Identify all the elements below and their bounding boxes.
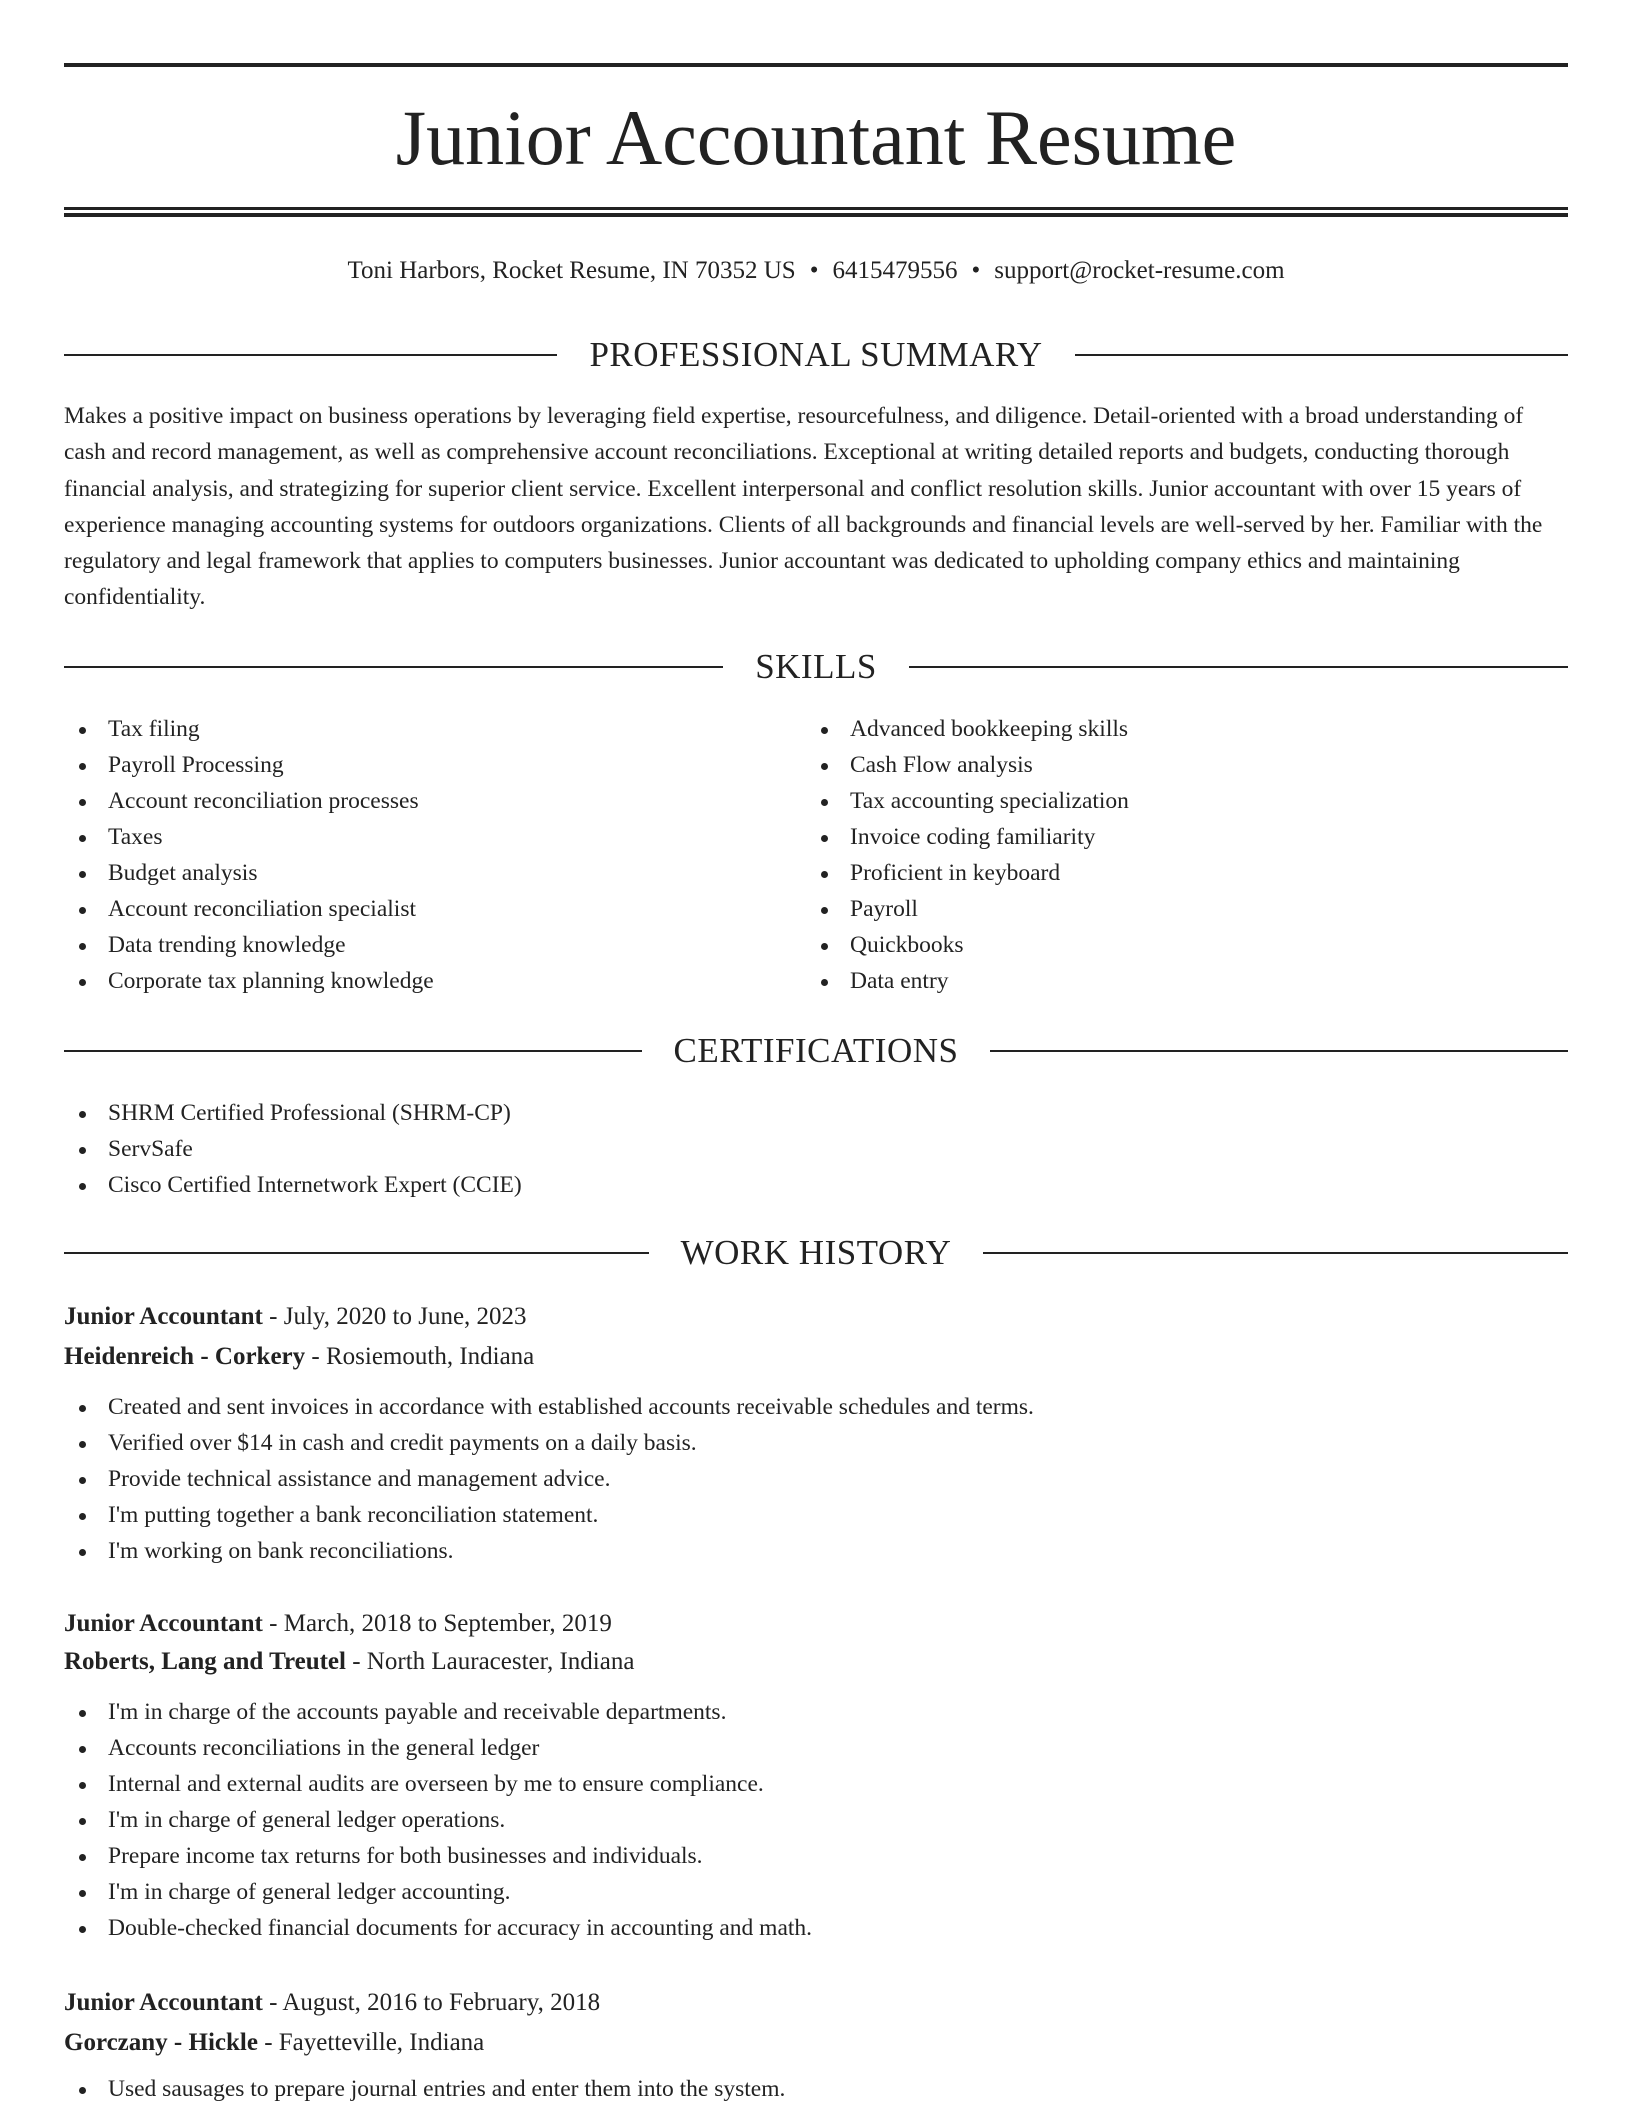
heading-rule: [64, 666, 723, 668]
job-bullet: Prepare income tax returns for both businesses and individuals.: [64, 1838, 1568, 1874]
skills-list-left: [64, 711, 434, 999]
job-bullet: Double-checked financial documents for accuracy in accounting and math.: [64, 1910, 1568, 1946]
skill-item: Cash Flow analysis: [806, 747, 1129, 783]
job-bullet: I'm putting together a bank reconciliation statement.: [64, 1497, 1568, 1533]
section-heading-skills: [64, 645, 1568, 689]
heading-label: WORK HISTORY: [680, 1233, 952, 1272]
certification-item: SHRM Certified Professional (SHRM-CP): [64, 1095, 522, 1131]
skill-item: Tax filing: [64, 711, 434, 747]
heading-rule: [1075, 354, 1568, 356]
heading-rule: [64, 1050, 642, 1052]
job-bullet: Used sausages to prepare journal entries and enter them into the system.: [64, 2071, 1568, 2107]
job-bullet: Provide technical assistance and management advice.: [64, 1461, 1568, 1497]
job-bullets: [64, 2071, 1568, 2107]
job-entry: [64, 1985, 1568, 2107]
certification-item: ServSafe: [64, 1131, 522, 1167]
skill-item: Data trending knowledge: [64, 927, 434, 963]
summary-text: Makes a positive impact on business operations by leveraging field expertise, resourcefulness, and diligence. Detail-oriented with a broad understanding of cash and record management, as well as comprehensive account reconciliations. Exceptional at writing detailed reports and budgets, conducting thorough financial analysis, and strategizing for superior client service. Excellent interpersonal and conflict resolution skills. Junior accountant with over 15 years of experience managing accounting systems for outdoors organizations. Clients of all backgrounds and financial levels are well-served by her. Familiar with the regulatory and legal framework that applies to computers businesses. Junior accountant was dedicated to upholding company ethics and maintaining confidentiality.: [64, 403, 1543, 611]
contact-separator: •: [809, 257, 819, 284]
job-bullet: Created and sent invoices in accordance with established accounts receivable schedules and terms.: [64, 1389, 1568, 1425]
skill-item: Invoice coding familiarity: [806, 819, 1129, 855]
skills-list-right: [806, 711, 1129, 999]
job-role-line: [64, 1985, 1568, 2021]
heading-rule: [64, 1252, 649, 1254]
job-company: Heidenreich - Corkery: [64, 1343, 306, 1370]
job-bullet: Accounts reconciliations in the general ledger: [64, 1730, 1568, 1766]
job-title: Junior Accountant: [64, 1610, 263, 1637]
job-bullet: Internal and external audits are overseen by me to ensure compliance.: [64, 1766, 1568, 1802]
section-heading-work-history: [64, 1231, 1568, 1275]
job-company: Roberts, Lang and Treutel: [64, 1648, 346, 1675]
heading-rule: [983, 1252, 1568, 1254]
job-role-line: [64, 1299, 1568, 1335]
skill-item: Tax accounting specialization: [806, 783, 1129, 819]
heading-rule: [64, 354, 557, 356]
job-dates: - August, 2016 to February, 2018: [262, 1989, 601, 2016]
skill-item: Data entry: [806, 963, 1129, 999]
contact-address: Toni Harbors, Rocket Resume, IN 70352 US: [347, 257, 796, 284]
job-company: Gorczany - Hickle: [64, 2029, 258, 2056]
job-title: Junior Accountant: [64, 1989, 263, 2016]
job-role-line: [64, 1606, 1568, 1642]
skill-item: Advanced bookkeeping skills: [806, 711, 1129, 747]
job-company-line: [64, 2025, 1568, 2061]
job-location: - North Lauracester, Indiana: [345, 1648, 635, 1675]
title-double-rule: [64, 207, 1568, 217]
job-entry: [64, 1606, 1568, 1946]
job-dates: - March, 2018 to September, 2019: [262, 1610, 612, 1637]
skill-item: Account reconciliation specialist: [64, 891, 434, 927]
job-location: - Rosiemouth, Indiana: [305, 1343, 535, 1370]
top-rule: [64, 63, 1568, 67]
skill-item: Taxes: [64, 819, 434, 855]
heading-label: SKILLS: [755, 647, 877, 686]
job-location: - Fayetteville, Indiana: [257, 2029, 485, 2056]
job-bullets: [64, 1389, 1568, 1569]
certification-item: Cisco Certified Internetwork Expert (CCIE): [64, 1167, 522, 1203]
skill-item: Account reconciliation processes: [64, 783, 434, 819]
certifications-list: [64, 1095, 522, 1203]
job-bullet: I'm in charge of general ledger operations.: [64, 1802, 1568, 1838]
skill-item: Payroll Processing: [64, 747, 434, 783]
job-bullet: I'm in charge of general ledger accounting.: [64, 1874, 1568, 1910]
section-heading-certifications: [64, 1029, 1568, 1073]
job-dates: - July, 2020 to June, 2023: [262, 1303, 527, 1330]
skill-item: Payroll: [806, 891, 1129, 927]
job-bullets: [64, 1694, 1568, 1946]
skill-item: Quickbooks: [806, 927, 1129, 963]
job-entry: [64, 1299, 1568, 1569]
heading-label: CERTIFICATIONS: [673, 1031, 959, 1070]
skill-item: Corporate tax planning knowledge: [64, 963, 434, 999]
job-company-line: [64, 1644, 1568, 1680]
heading-rule: [909, 666, 1568, 668]
job-bullet: I'm in charge of the accounts payable and receivable departments.: [64, 1694, 1568, 1730]
job-company-line: [64, 1339, 1568, 1375]
job-bullet: I'm working on bank reconciliations.: [64, 1533, 1568, 1569]
contact-separator: •: [971, 257, 981, 284]
heading-rule: [990, 1050, 1568, 1052]
job-title: Junior Accountant: [64, 1303, 263, 1330]
heading-label: PROFESSIONAL SUMMARY: [589, 335, 1043, 374]
section-heading-summary: [64, 333, 1568, 377]
skill-item: Budget analysis: [64, 855, 434, 891]
contact-phone: 6415479556: [832, 257, 958, 284]
skill-item: Proficient in keyboard: [806, 855, 1129, 891]
contact-email: support@rocket-resume.com: [994, 257, 1285, 284]
job-bullet: Verified over $14 in cash and credit payments on a daily basis.: [64, 1425, 1568, 1461]
contact-line: [64, 254, 1568, 288]
resume-title: Junior Accountant Resume: [395, 94, 1237, 181]
